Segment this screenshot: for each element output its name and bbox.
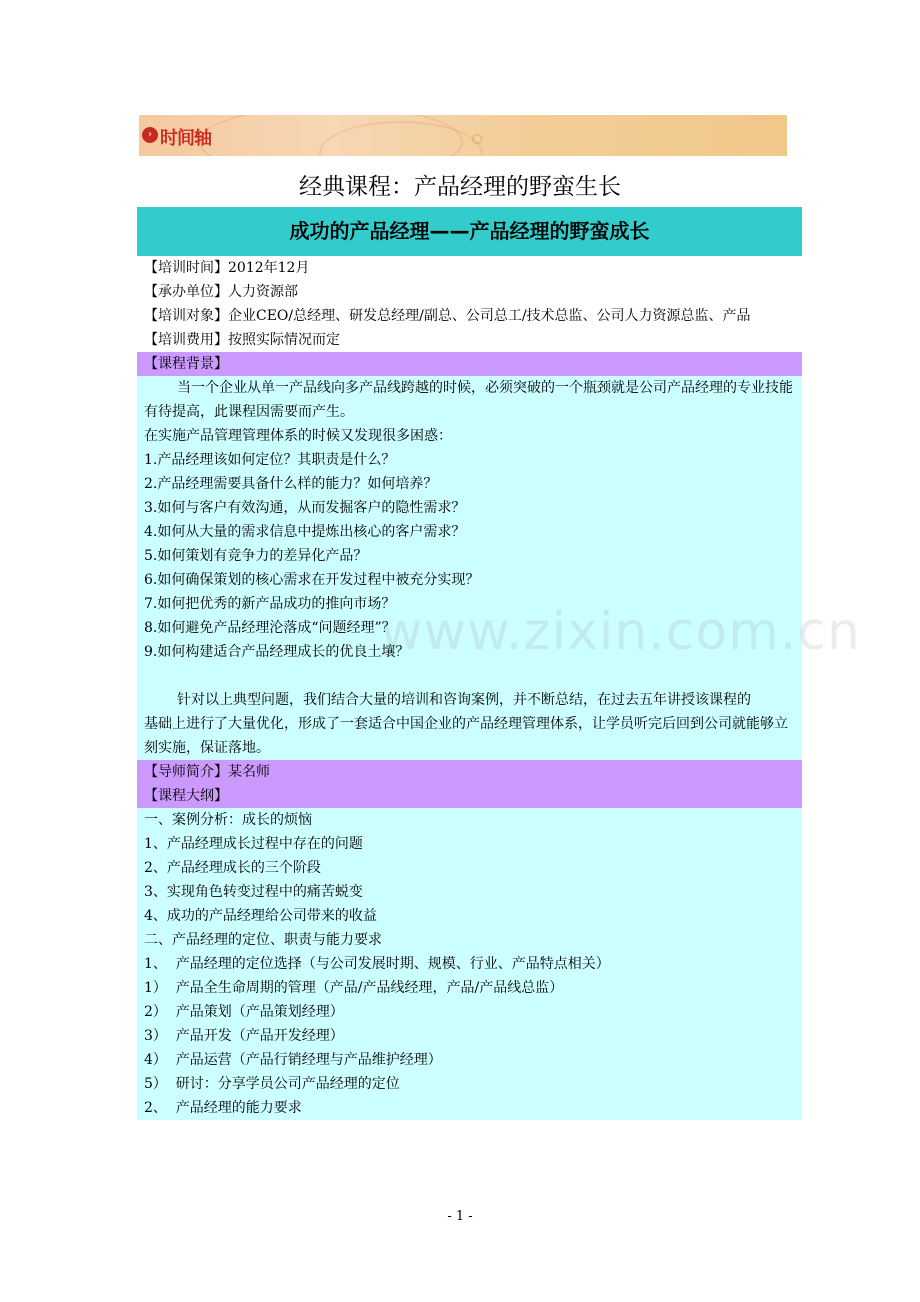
question-item: 1.产品经理该如何定位？其职责是什么？ bbox=[144, 452, 396, 468]
summary-paragraph: 基础上进行了大量优化，形成了一套适合中国企业的产品经理管理体系，让学员听完后回到公司就能够立刻实施，保证落地。 bbox=[144, 716, 788, 756]
outline-item: 2、产品经理成长的三个阶段 bbox=[144, 860, 321, 876]
page-number: - 1 - bbox=[447, 1209, 473, 1224]
course-table-header: 成功的产品经理——产品经理的野蛮成长 bbox=[137, 207, 802, 256]
question-item: 7.如何把优秀的新产品成功的推向市场？ bbox=[144, 596, 396, 612]
meta-organizer: 【承办单位】人力资源部 bbox=[144, 284, 298, 300]
outline-item: 3、实现角色转变过程中的痛苦蜕变 bbox=[144, 884, 363, 900]
outline-item: 一、案例分析：成长的烦恼 bbox=[144, 812, 312, 828]
watermark: www.zixin.com.cn bbox=[380, 602, 861, 662]
outline-item: 1、产品经理成长过程中存在的问题 bbox=[144, 836, 363, 852]
course-table bbox=[137, 207, 802, 1120]
outline-item: 4） 产品运营（产品行销经理与产品维护经理） bbox=[144, 1052, 442, 1068]
question-item: 4.如何从大量的需求信息中提炼出核心的客户需求？ bbox=[144, 524, 466, 540]
question-item: 3.如何与客户有效沟通，从而发掘客户的隐性需求？ bbox=[144, 500, 466, 516]
outline-section bbox=[137, 808, 802, 1120]
question-item: 2.产品经理需要具备什么样的能力？如何培养？ bbox=[144, 476, 438, 492]
section-heading-mentor: 【导师简介】某名师 bbox=[137, 760, 802, 784]
section-heading-outline: 【课程大纲】 bbox=[137, 784, 802, 808]
background-lead: 在实施产品管理管理体系的时候又发现很多困惑： bbox=[144, 428, 452, 444]
outline-item: 1） 产品全生命周期的管理（产品/产品线经理，产品/产品线总监） bbox=[144, 980, 564, 996]
section-banner bbox=[139, 115, 787, 156]
document-title: 经典课程：产品经理的野蛮生长 bbox=[299, 174, 621, 200]
question-item: 6.如何确保策划的核心需求在开发过程中被充分实现？ bbox=[144, 572, 480, 588]
outline-item: 5） 研讨：分享学员公司产品经理的定位 bbox=[144, 1076, 400, 1092]
banner-label: 时间轴 bbox=[160, 128, 211, 149]
summary-paragraph: 针对以上典型问题，我们结合大量的培训和咨询案例，并不断总结，在过去五年讲授该课程的 bbox=[177, 692, 751, 708]
background-intro: 当一个企业从单一产品线向多产品线跨越的时候，必须突破的一个瓶颈就是公司产品经理的专业技能有待提高，此课程因需要而产生。 bbox=[144, 380, 793, 420]
background-section bbox=[137, 376, 802, 760]
meta-fee: 【培训费用】按照实际情况而定 bbox=[144, 332, 340, 348]
question-item: 9.如何构建适合产品经理成长的优良土壤？ bbox=[144, 644, 410, 660]
decorative-dot bbox=[472, 134, 482, 144]
section-heading-background: 【课程背景】 bbox=[137, 352, 802, 376]
blank-line bbox=[137, 664, 802, 688]
question-item: 8.如何避免产品经理沦落成“问题经理”？ bbox=[144, 620, 396, 636]
meta-training-time: 【培训时间】2012年12月 bbox=[144, 260, 310, 276]
outline-item: 二、产品经理的定位、职责与能力要求 bbox=[144, 932, 382, 948]
outline-item: 4、成功的产品经理给公司带来的收益 bbox=[144, 908, 377, 924]
outline-item: 1、 产品经理的定位选择（与公司发展时期、规模、行业、产品特点相关） bbox=[144, 956, 610, 972]
outline-item: 3） 产品开发（产品开发经理） bbox=[144, 1028, 344, 1044]
arrow-bullet-icon: › bbox=[142, 127, 158, 143]
course-meta bbox=[137, 256, 802, 352]
outline-item: 2） 产品策划（产品策划经理） bbox=[144, 1004, 344, 1020]
meta-audience: 【培训对象】企业CEO/总经理、研发总经理/副总、公司总工/技术总监、公司人力资源总监、产品 bbox=[144, 308, 751, 324]
question-item: 5.如何策划有竞争力的差异化产品？ bbox=[144, 548, 368, 564]
outline-item: 2、 产品经理的能力要求 bbox=[144, 1100, 302, 1116]
